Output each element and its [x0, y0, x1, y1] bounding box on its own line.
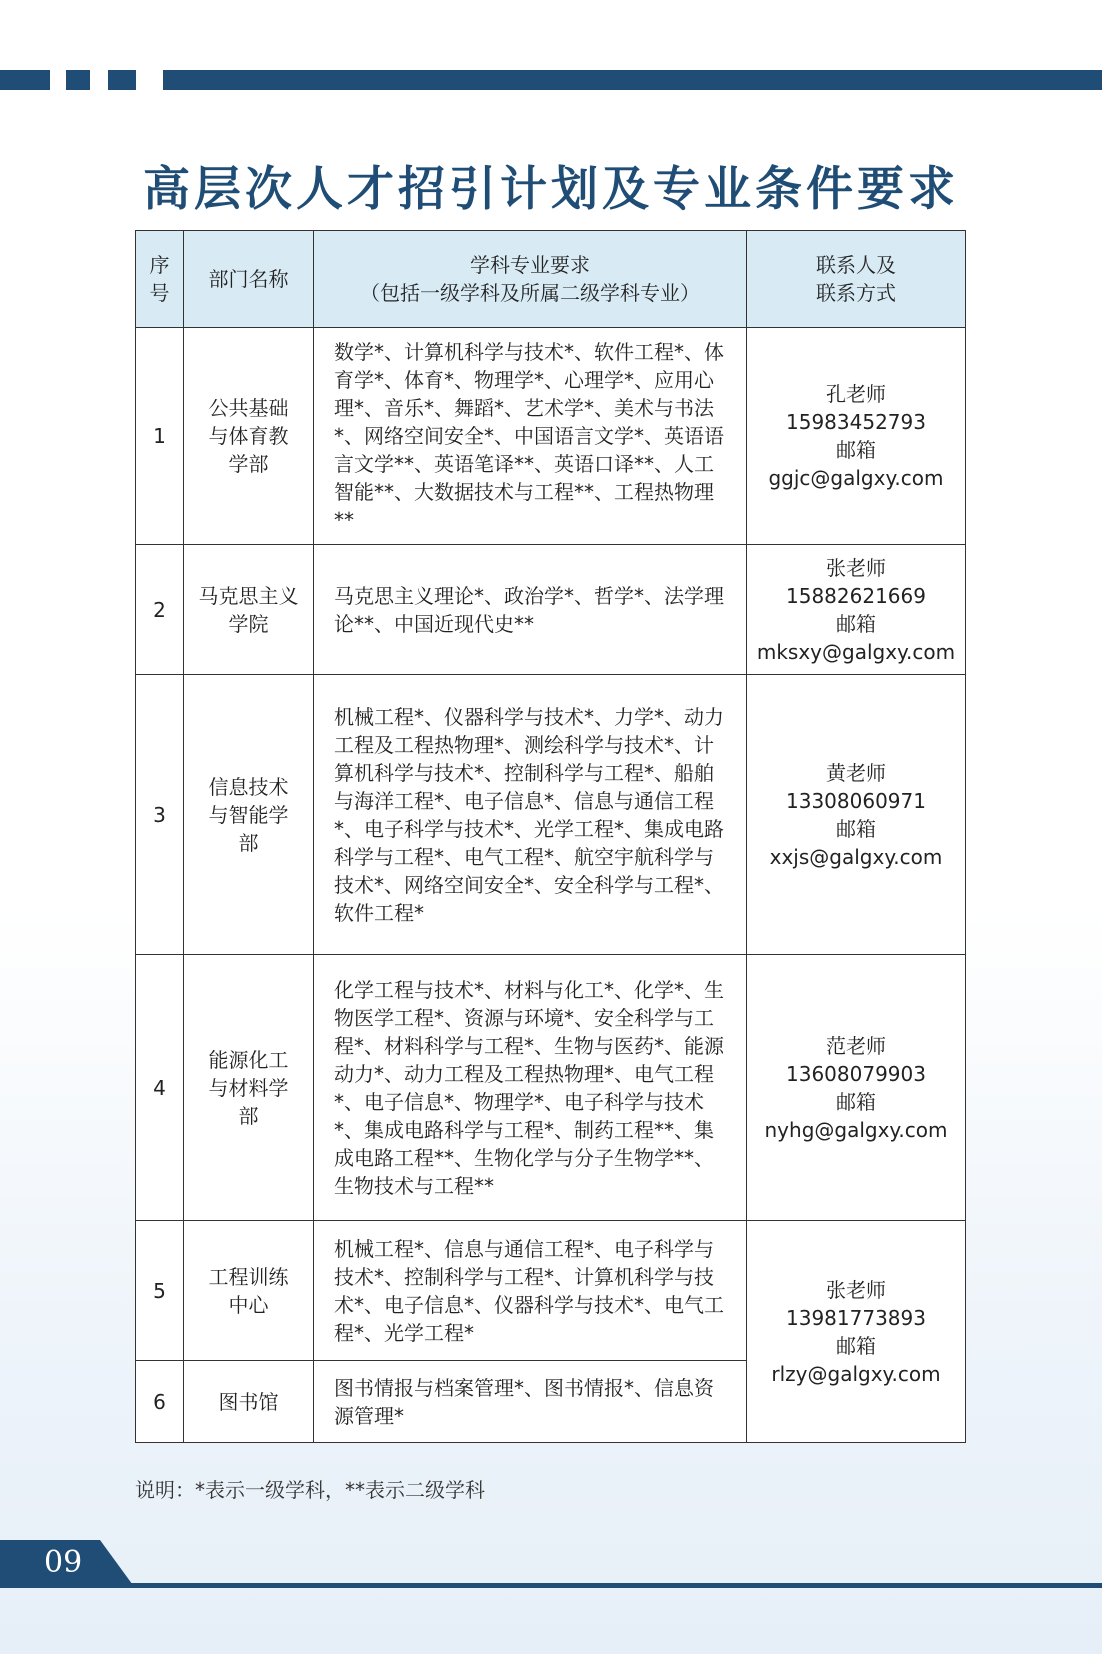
dept-name: 工程训练中心 [208, 1264, 289, 1317]
contact-email: rlzy@galgxy.com [771, 1361, 941, 1386]
row-requirements: 机械工程*、仪器科学与技术*、力学*、动力工程及工程热物理*、测绘科学与技术*、计算机科学与技术*、控制科学与工程*、船舶与海洋工程*、电子信息*、信息与通信工程*、电子科学与技术*、光学工程*、集成电路科学与工程*、电气工程*、航空宇航科学与技术*、网络空间安全*、安全科学与工程*、软件工程* [314, 675, 747, 955]
header-bar-segment [0, 70, 50, 90]
footer-line [124, 1583, 1102, 1588]
row-requirements: 马克思主义理论*、政治学*、哲学*、法学理论**、中国近现代史** [314, 545, 747, 675]
row-num: 3 [136, 675, 184, 955]
contact-phone: 15882621669 [786, 583, 926, 608]
contact-email: xxjs@galgxy.com [769, 844, 943, 869]
dept-name: 信息技术与智能学部 [208, 774, 289, 855]
contact-name: 张老师 [826, 1277, 886, 1302]
contact-email-label: 邮箱 [836, 1333, 876, 1358]
dept-name: 能源化工与材料学部 [208, 1047, 289, 1128]
header-bar-segment [66, 70, 90, 90]
row-dept: 图书馆 [184, 1361, 314, 1443]
header-num-label: 序号 [149, 253, 170, 305]
row-contact [747, 675, 966, 955]
header-num [136, 231, 184, 328]
contact-name: 张老师 [826, 555, 886, 580]
footnote: 说明：*表示一级学科，**表示二级学科 [135, 1478, 485, 1502]
page-title: 高层次人才招引计划及专业条件要求 [143, 162, 959, 217]
row-requirements: 机械工程*、信息与通信工程*、电子科学与技术*、控制科学与工程*、计算机科学与技术*、电子信息*、仪器科学与技术*、电气工程*、光学工程* [314, 1221, 747, 1361]
contact-email-label: 邮箱 [836, 438, 876, 462]
header-contact-line1: 联系人及 [816, 253, 896, 277]
row-dept [184, 545, 314, 675]
contact-email-label: 邮箱 [836, 611, 876, 636]
table-row [136, 328, 966, 545]
table-row [136, 675, 966, 955]
contact-email: ggjc@galgxy.com [768, 466, 944, 490]
header-contact-line2: 联系方式 [816, 281, 896, 305]
row-contact [747, 1221, 966, 1443]
header-req [314, 231, 747, 328]
contact-phone: 13981773893 [786, 1305, 926, 1330]
table-row [136, 545, 966, 675]
header-bar-long [163, 70, 1102, 90]
header-req-line1: 学科专业要求 [470, 253, 590, 277]
row-dept [184, 328, 314, 545]
row-requirements: 数学*、计算机科学与技术*、软件工程*、体育学*、体育*、物理学*、心理学*、应用心理*、音乐*、舞蹈*、艺术学*、美术与书法*、网络空间安全*、中国语言文学*、英语语言文学**、英语笔译**、英语口译**、人工智能**、大数据技术与工程**、工程热物理** [314, 328, 747, 545]
table-row [136, 1221, 966, 1361]
row-num: 2 [136, 545, 184, 675]
row-num: 6 [136, 1361, 184, 1443]
row-contact [747, 545, 966, 675]
contact-email-label: 邮箱 [836, 816, 876, 841]
recruitment-table [135, 230, 966, 1443]
dept-name: 马克思主义学院 [198, 583, 299, 636]
row-num: 1 [136, 328, 184, 545]
table-row [136, 955, 966, 1221]
row-dept [184, 1221, 314, 1361]
contact-email: mksxy@galgxy.com [756, 639, 956, 664]
row-contact [747, 328, 966, 545]
contact-phone: 15983452793 [786, 410, 926, 434]
page-number: 09 [44, 1545, 83, 1580]
row-dept [184, 675, 314, 955]
contact-name: 黄老师 [826, 760, 886, 785]
header-contact [747, 231, 966, 328]
table-header-row [136, 231, 966, 328]
contact-phone: 13308060971 [786, 788, 926, 813]
row-dept [184, 955, 314, 1221]
row-requirements: 化学工程与技术*、材料与化工*、化学*、生物医学工程*、资源与环境*、安全科学与工程*、材料科学与工程*、生物与医药*、能源动力*、动力工程及工程热物理*、电气工程*、电子信息*、物理学*、电子科学与技术*、集成电路科学与工程*、制药工程**、集成电路工程**、生物化学与分子生物学**、生物技术与工程** [314, 955, 747, 1221]
dept-name: 公共基础与体育教学部 [208, 396, 289, 476]
header-dept: 部门名称 [184, 231, 314, 328]
header-req-line2: （包括一级学科及所属二级学科专业） [360, 281, 700, 305]
contact-name: 范老师 [826, 1033, 886, 1058]
row-contact [747, 955, 966, 1221]
header-bar-segment [108, 70, 136, 90]
row-num: 4 [136, 955, 184, 1221]
contact-email: nyhg@galgxy.com [764, 1117, 948, 1142]
contact-email-label: 邮箱 [836, 1089, 876, 1114]
row-num: 5 [136, 1221, 184, 1361]
row-requirements: 图书情报与档案管理*、图书情报*、信息资源管理* [314, 1361, 747, 1443]
contact-phone: 13608079903 [786, 1061, 926, 1086]
contact-name: 孔老师 [826, 382, 886, 406]
